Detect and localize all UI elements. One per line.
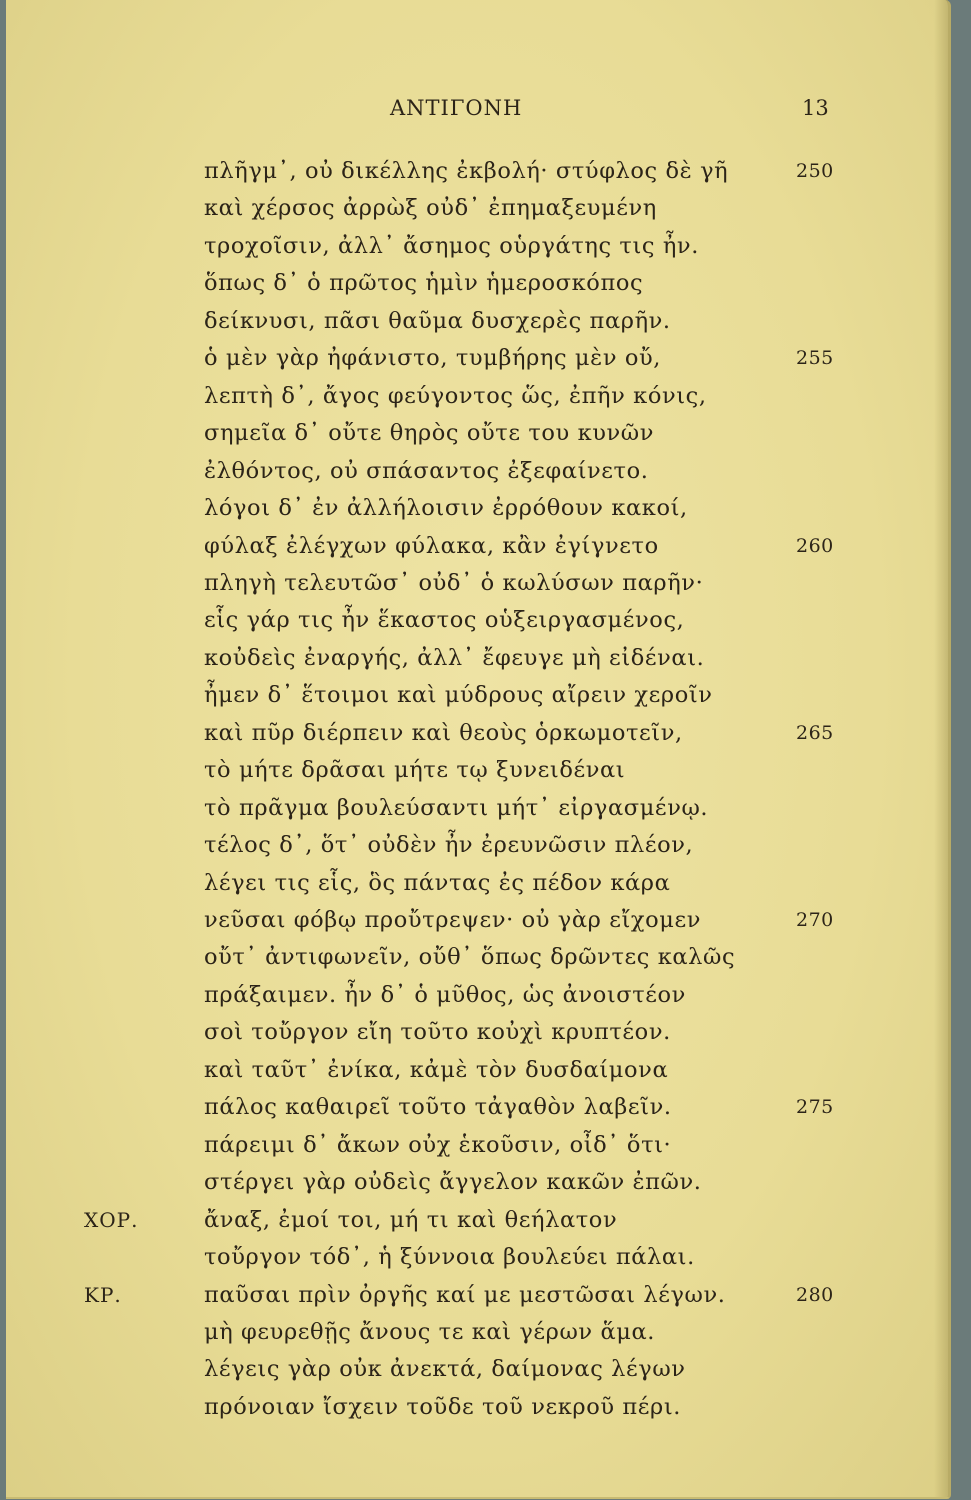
verse-line: πληγὴ τελευτῶσ᾽ οὐδ᾽ ὁ κωλύσων παρῆν· <box>204 570 704 596</box>
verse-line: ἦμεν δ᾽ ἕτοιμοι καὶ μύδρους αἴρειν χεροῖν <box>204 682 713 708</box>
verse-line: οὔτ᾽ ἀντιφωνεῖν, οὔθ᾽ ὅπως δρῶντες καλῶς <box>204 944 736 970</box>
verse-line: ὅπως δ᾽ ὁ πρῶτος ἡμὶν ἡμεροσκόπος <box>204 270 644 296</box>
verse-line: λέγει τις εἷς, ὃς πάντας ἐς πέδον κάρα <box>204 870 671 896</box>
verse-line: στέργει γὰρ οὐδεὶς ἄγγελον κακῶν ἐπῶν. <box>204 1169 702 1195</box>
verse-line: τέλος δ᾽, ὅτ᾽ οὐδὲν ἦν ἐρευνῶσιν πλέον, <box>204 832 694 858</box>
verse-line: καὶ πῦρ διέρπειν καὶ θεοὺς ὁρκωμοτεῖν, <box>204 720 683 746</box>
line-number: 270 <box>796 909 834 931</box>
verse-line: πάλος καθαιρεῖ τοῦτο τἀγαθὸν λαβεῖν. <box>204 1094 672 1120</box>
verse-line: τὸ μήτε δρᾶσαι μήτε τῳ ξυνειδέναι <box>204 757 626 783</box>
verse-line: ὁ μὲν γὰρ ἠφάνιστο, τυμβήρης μὲν οὔ, <box>204 345 662 371</box>
line-number: 250 <box>796 160 834 182</box>
line-number: 255 <box>796 347 834 369</box>
line-number: 275 <box>796 1096 834 1118</box>
verse-line: δείκνυσι, πᾶσι θαῦμα δυσχερὲς παρῆν. <box>204 308 671 334</box>
verse-line: παῦσαι πρὶν ὀργῆς καί με μεστῶσαι λέγων. <box>204 1282 726 1308</box>
speaker-label: ΧΟΡ. <box>84 1208 139 1232</box>
verse-line: εἷς γάρ τις ἦν ἕκαστος οὑξειργασμένος, <box>204 607 685 633</box>
verse-line: τοὔργον τόδ᾽, ἡ ξύννοια βουλεύει πάλαι. <box>204 1244 695 1270</box>
verse-line: πράξαιμεν. ἦν δ᾽ ὁ μῦθος, ὡς ἀνοιστέον <box>204 982 686 1008</box>
verse-line: σοὶ τοὔργον εἴη τοῦτο κοὐχὶ κρυπτέον. <box>204 1019 671 1045</box>
line-number: 265 <box>796 722 834 744</box>
verse-line: κοὐδεὶς ἐναργής, ἀλλ᾽ ἔφευγε μὴ εἰδέναι. <box>204 645 705 671</box>
verse-line: τὸ πρᾶγμα βουλεύσαντι μήτ᾽ εἰργασμένῳ. <box>204 795 709 821</box>
verse-line: καὶ χέρσος ἀρρὼξ οὐδ᾽ ἐπημαξευμένη <box>204 195 657 221</box>
verse-line: μὴ φευρεθῇς ἄνους τε καὶ γέρων ἅμα. <box>204 1319 656 1345</box>
verse-line: λόγοι δ᾽ ἐν ἀλλήλοισιν ἐρρόθουν κακοί, <box>204 495 688 521</box>
line-number: 280 <box>796 1284 834 1306</box>
verse-line: σημεῖα δ᾽ οὔτε θηρὸς οὔτε του κυνῶν <box>204 420 655 446</box>
running-header-title: ΑΝΤΙΓΟΝΗ <box>390 96 523 120</box>
verse-line: νεῦσαι φόβῳ προὔτρεψεν· οὐ γὰρ εἴχομεν <box>204 907 702 933</box>
verse-line: φύλαξ ἐλέγχων φύλακα, κἂν ἐγίγνετο <box>204 533 659 559</box>
verse-line: καὶ ταῦτ᾽ ἐνίκα, κἀμὲ τὸν δυσδαίμονα <box>204 1057 669 1083</box>
line-number: 260 <box>796 535 834 557</box>
verse-line: λεπτὴ δ᾽, ἄγος φεύγοντος ὥς, ἐπῆν κόνις, <box>204 383 707 409</box>
book-page <box>6 0 951 1499</box>
verse-line: πάρειμι δ᾽ ἄκων οὐχ ἑκοῦσιν, οἶδ᾽ ὅτι· <box>204 1132 672 1158</box>
page-edge-shadow <box>934 0 948 1497</box>
verse-line: πρόνοιαν ἴσχειν τοῦδε τοῦ νεκροῦ πέρι. <box>204 1394 682 1420</box>
verse-line: πλῆγμ᾽, οὐ δικέλλης ἐκβολή· στύφλος δὲ γῆ <box>204 158 729 184</box>
speaker-label: ΚΡ. <box>84 1283 122 1307</box>
page-number: 13 <box>802 96 829 120</box>
verse-line: ἐλθόντος, οὐ σπάσαντος ἐξεφαίνετο. <box>204 458 649 484</box>
verse-line: τροχοῖσιν, ἀλλ᾽ ἄσημος οὑργάτης τις ἦν. <box>204 233 699 259</box>
verse-line: λέγεις γὰρ οὐκ ἀνεκτά, δαίμονας λέγων <box>204 1356 686 1382</box>
verse-line: ἄναξ, ἐμοί τοι, μή τι καὶ θεήλατον <box>204 1207 618 1233</box>
